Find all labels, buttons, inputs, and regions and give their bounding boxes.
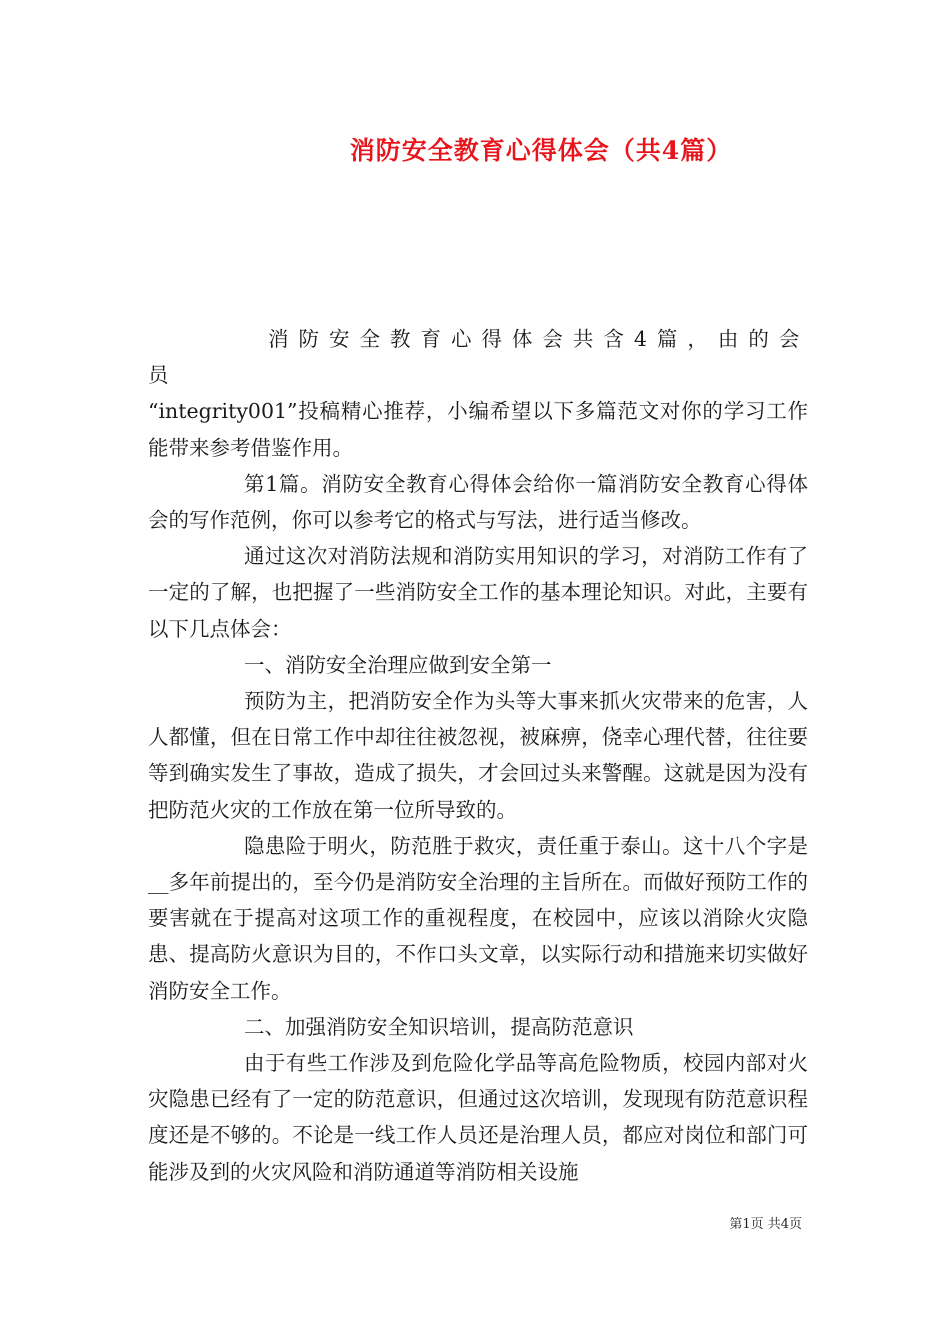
paragraph-training: 由于有些工作涉及到危险化学品等高危险物质，校园内部对火灾隐患已经有了一定的防范意识，但通过这次培训，发现现有防范意识程度还是不够的。不论是一线工作人员还是治理人员，都应对岗位和部门可能涉及到的火灾风险和消防通道等消防相关设施 <box>148 1051 808 1184</box>
paragraph-study: 通过这次对消防法规和消防实用知识的学习，对消防工作有了一定的了解，也把握了一些消防安全工作的基本理论知识。对此，主要有以下几点体会： <box>148 544 808 641</box>
document-title: 消防安全教育心得体会（共4篇） <box>349 136 733 165</box>
paragraph-part1: 第1篇。消防安全教育心得体会给你一篇消防安全教育心得体会的写作范例，你可以参考它的格式与写法，进行适当修改。 <box>148 471 808 533</box>
paragraph-prevention: 预防为主，把消防安全作为头等大事来抓火灾带来的危害，人人都懂，但在日常工作中却往往被忽视，被麻痹，侥幸心理代替，往往要等到确实发生了事故，造成了损失，才会回过头来警醒。这就是因为没有把防范火灾的工作放在第一位所导致的。 <box>148 689 808 822</box>
page-number: 第1页 共4页 <box>729 1217 802 1232</box>
paragraph-intro: 消防安全教育心得体会共含4篇，由的会员 <box>148 327 808 388</box>
document-body <box>148 321 808 1190</box>
paragraph-hazards: 隐患险于明火，防范胜于救灾，责任重于泰山。这十八个字是__多年前提出的，至今仍是消防安全治理的主旨所在。而做好预防工作的要害就在于提高对这项工作的重视程度，在校园中，应该以消除火灾隐患、提高防火意识为目的，不作口头文章，以实际行动和措施来切实做好消防安全工作。 <box>148 833 808 1003</box>
heading-section-2: 二、加强消防安全知识培训，提高防范意识 <box>244 1014 634 1039</box>
paragraph-intro-continued: “integrity001”投稿精心推荐，小编希望以下多篇范文对你的学习工作能带来参考借鉴作用。 <box>148 399 808 460</box>
heading-section-1: 一、消防安全治理应做到安全第一 <box>244 652 552 677</box>
